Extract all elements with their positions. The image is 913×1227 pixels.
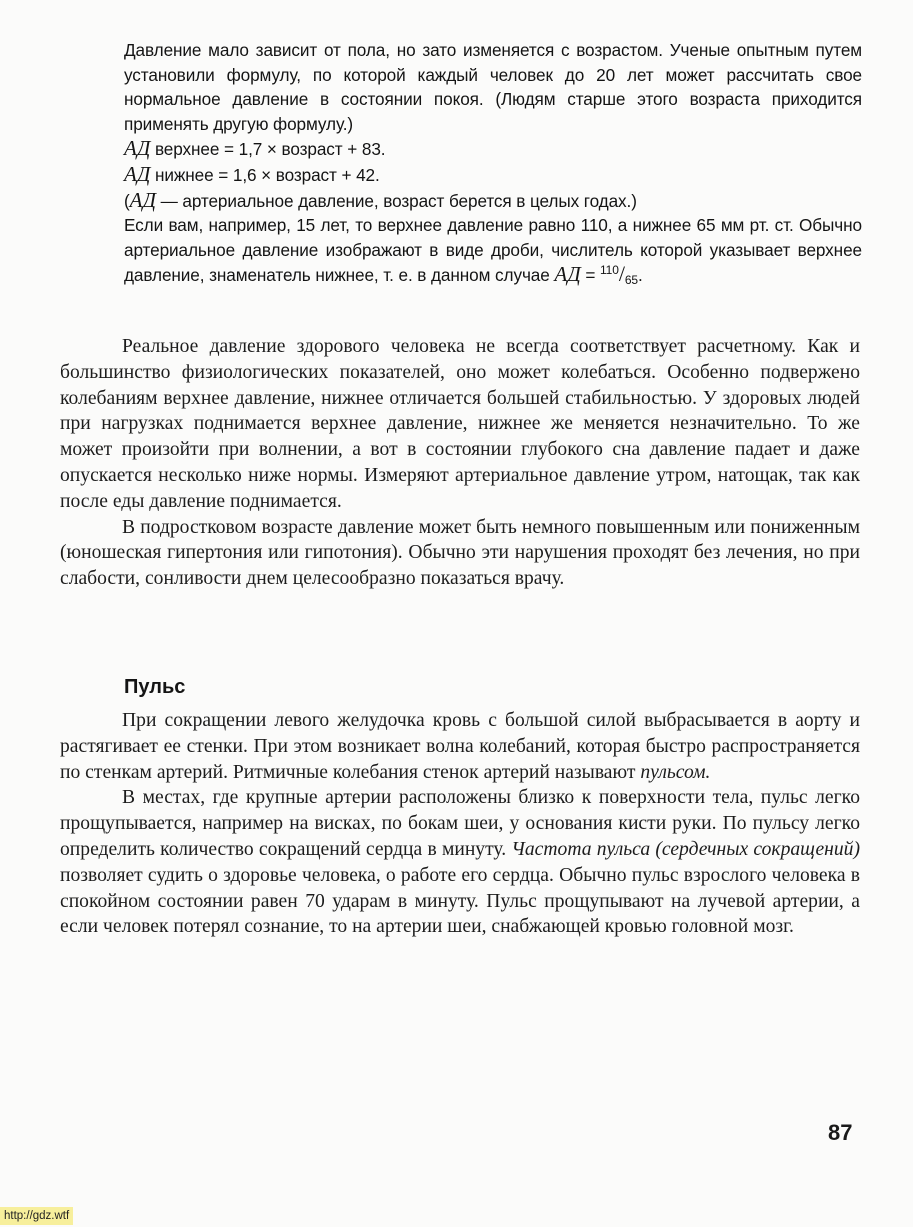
formula-symbol: АД: [129, 187, 156, 212]
blood-pressure-formula-box: [124, 38, 862, 288]
formula-definition: (АД — артериальное давление, возраст берется в целых годах.): [124, 187, 637, 212]
fraction-denominator: 65: [624, 273, 638, 288]
formula-symbol: АД: [124, 161, 151, 186]
paragraph: В местах, где крупные артерии расположены близко к поверхности тела, пульс легко прощупывается, например на висках, по бокам шеи, у основания кисти руки. По пульсу легко определить количество сокращений сердца в минуту. Частота пульса (сердечных сокращений) позволяет судить о здоровье человека, о работе его сердца. Обычно пульс взрослого человека в спокойном состоянии равен 70 ударам в минуту. Пульс прощупывают на лучевой артерии, а если человек потерял сознание, то на артерии шеи, снабжающей кровью головной мозг.: [60, 787, 860, 938]
fraction-slash: /: [618, 261, 625, 287]
formula-symbol: АД: [124, 136, 151, 161]
term-pulse-rate: Частота пульса (сердечных сокращений): [511, 838, 860, 860]
formula-lower: АД нижнее = 1,6 × возраст + 42.: [124, 161, 380, 186]
paragraph: При сокращении левого желудочка кровь с большой силой выбрасывается в аорту и растягивает ее стенки. При этом возникает волна колебаний, которая быстро распространяется по стенкам артерий. Ритмичные колебания стенок артерий называют пульсом.: [60, 710, 860, 783]
paragraph: Реальное давление здорового человека не всегда соответствует расчетному. Как и большинство физиологических показателей, оно может колебаться. Особенно подвержено колебаниям верхнее давление, нижнее отличается большей стабильностью. У здоровых людей при нагрузках поднимается верхнее давление, нижнее же меняется незначительно. То же может произойти при волнении, а вот в состоянии глубокого сна давление падает и даже опускается несколько ниже нормы. Измеряют артериальное давление утром, натощак, так как после еды давление поднимается.: [60, 336, 860, 512]
formula-symbol: АД: [554, 262, 581, 287]
term-pulse: пульсом.: [640, 761, 711, 783]
formula-upper: АД верхнее = 1,7 × возраст + 83.: [124, 136, 386, 161]
pressure-variation-text: [60, 334, 860, 592]
watermark-link[interactable]: http://gdz.wtf: [0, 1207, 73, 1225]
page-number: 87: [828, 1120, 853, 1145]
section-heading: Пульс: [124, 676, 186, 698]
paragraph: В подростковом возрасте давление может быть немного повышенным или пониженным (юношеская гипертония или гипотония). Обычно эти нарушения проходят без лечения, но при слабости, сонливости днем целесообразно показаться врачу.: [60, 516, 860, 590]
pulse-section-text: [60, 708, 860, 940]
intro-paragraph: Давление мало зависит от пола, но зато изменяется с возрастом. Ученые опытным путем установили формулу, по которой каждый человек до 20 лет может рассчитать свое нормальное давление в состоянии покоя. (Людям старше этого возраста приходится применять другую формулу.): [124, 40, 862, 134]
example-paragraph: Если вам, например, 15 лет, то верхнее давление равно 110, а нижнее 65 мм рт. ст. Обычно артериальное давление изображают в виде дроби, числитель которой указывает верхнее давление, знаменатель нижнее, т. е. в данном случае АД = $^{110}/_{65}$.: [124, 215, 862, 288]
fraction-numerator: 110: [599, 263, 619, 278]
